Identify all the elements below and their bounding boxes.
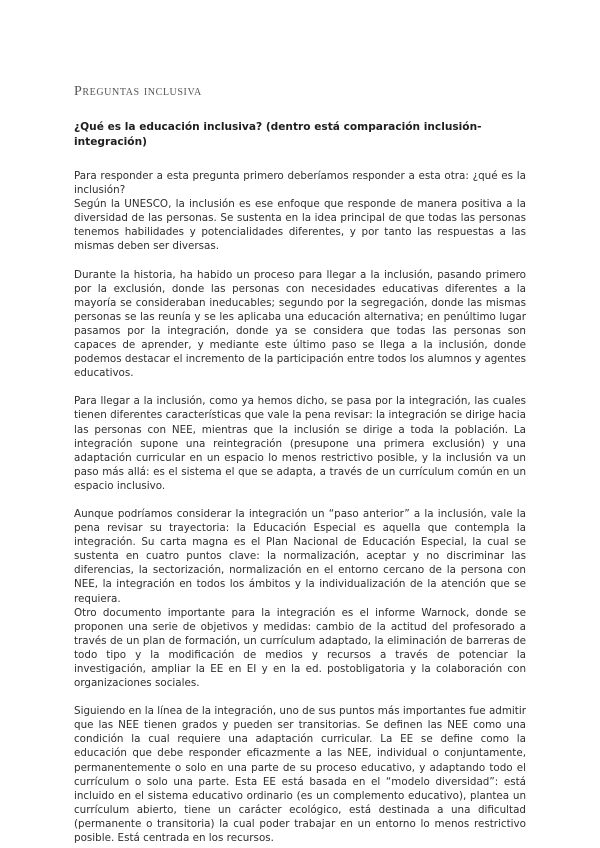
paragraph-nee: Siguiendo en la línea de la integración, uno de sus puntos más importantes fue admitir que las NEE tienen grados y pueden ser transitorias. Se definen las NEE como una condición la cual requiere una adaptación curricular. La EE se define como la educación que debe responder eficazmente a las NEE, individual o conjuntamente, permanentemente o solo en una parte de su proceso educativo, y adaptando todo el currículum o solo una parte. Esta EE está basada en el “modelo diversidad”: está incluido en el sistema educativo ordinario (es un complemento educativo), plantea un currículum abierto, tiene un carácter ecológico, está destinada a una dificultad (permanente o transitoria) la cual poder trabajar en un entorno lo menos restrictivo posible. Está centrada en los recursos. xyxy=(74,705,526,845)
paragraph-unesco: Según la UNESCO, la inclusión es ese enfoque que responde de manera positiva a la diversidad de las personas. Se sustenta en la idea principal de que todas las personas tenemos habilidades y potencialidades diferentes, y por tanto las respuestas a las mismas deben ser diversas. xyxy=(74,198,526,253)
paragraph-history: Durante la historia, ha habido un proceso para llegar a la inclusión, pasando primero por la exclusión, donde las personas con necesidades educativas diferentes a la mayoría se consideraban ineducables; segundo por la segregación, donde las mismas personas se las reunía y se les aplicaba una educación alternativa; en penúltimo lugar pasamos por la integración, donde ya se considera que todas las personas son capaces de aprender, y mediante este último paso se llega a la inclusión, donde podemos destacar el incremento de la participación entre todos los alumnos y agentes educativos. xyxy=(74,268,526,380)
paragraph-warnock: Otro documento importante para la integración es el informe Warnock, donde se proponen una serie de objetivos y medidas: cambio de la actitud del profesorado a través de un plan de formación, un currículum adaptado, la eliminación de barreras de todo tipo y la modificación de medios y recursos a través de potenciar la investigación, ampliar la EE en EI y en la ed. postobligatoria y la colaboración con organizaciones sociales. xyxy=(74,606,526,690)
section-title: Preguntas inclusiva xyxy=(74,84,202,99)
paragraph-intro: Para responder a esta pregunta primero deberíamos responder a esta otra: ¿qué es la inclusión? xyxy=(74,170,526,197)
paragraph-special-education: Aunque podríamos considerar la integración un “paso anterior” a la inclusión, vale la pena revisar su trayectoria: la Educación Especial es aquella que contempla la integración. Su carta magna es el Plan Nacional de Educación Especial, la cual se sustenta en cuatro puntos clave: la normalización, aceptar y no discriminar las diferencias, la sectorización, normalización en el entorno cercano de la persona con NEE, la integración en todos los ámbitos y la individualización de la atención que se requiera. xyxy=(74,507,526,605)
question-heading: ¿Qué es la educación inclusiva? (dentro está comparación inclusión-integración) xyxy=(74,121,482,148)
paragraph-integration-vs-inclusion: Para llegar a la inclusión, como ya hemos dicho, se pasa por la integración, las cuales tienen diferentes características que vale la pena revisar: la integración se dirige hacia las personas con NEE, mientras que la inclusión se dirige a toda la población. La integración supone una reintegración (presupone una primera exclusión) y una adaptación curricular en un espacio lo menos restrictivo posible, y la inclusión va un paso más allá: es el sistema el que se adapta, a través de un currículum común en un espacio inclusivo. xyxy=(74,395,526,492)
